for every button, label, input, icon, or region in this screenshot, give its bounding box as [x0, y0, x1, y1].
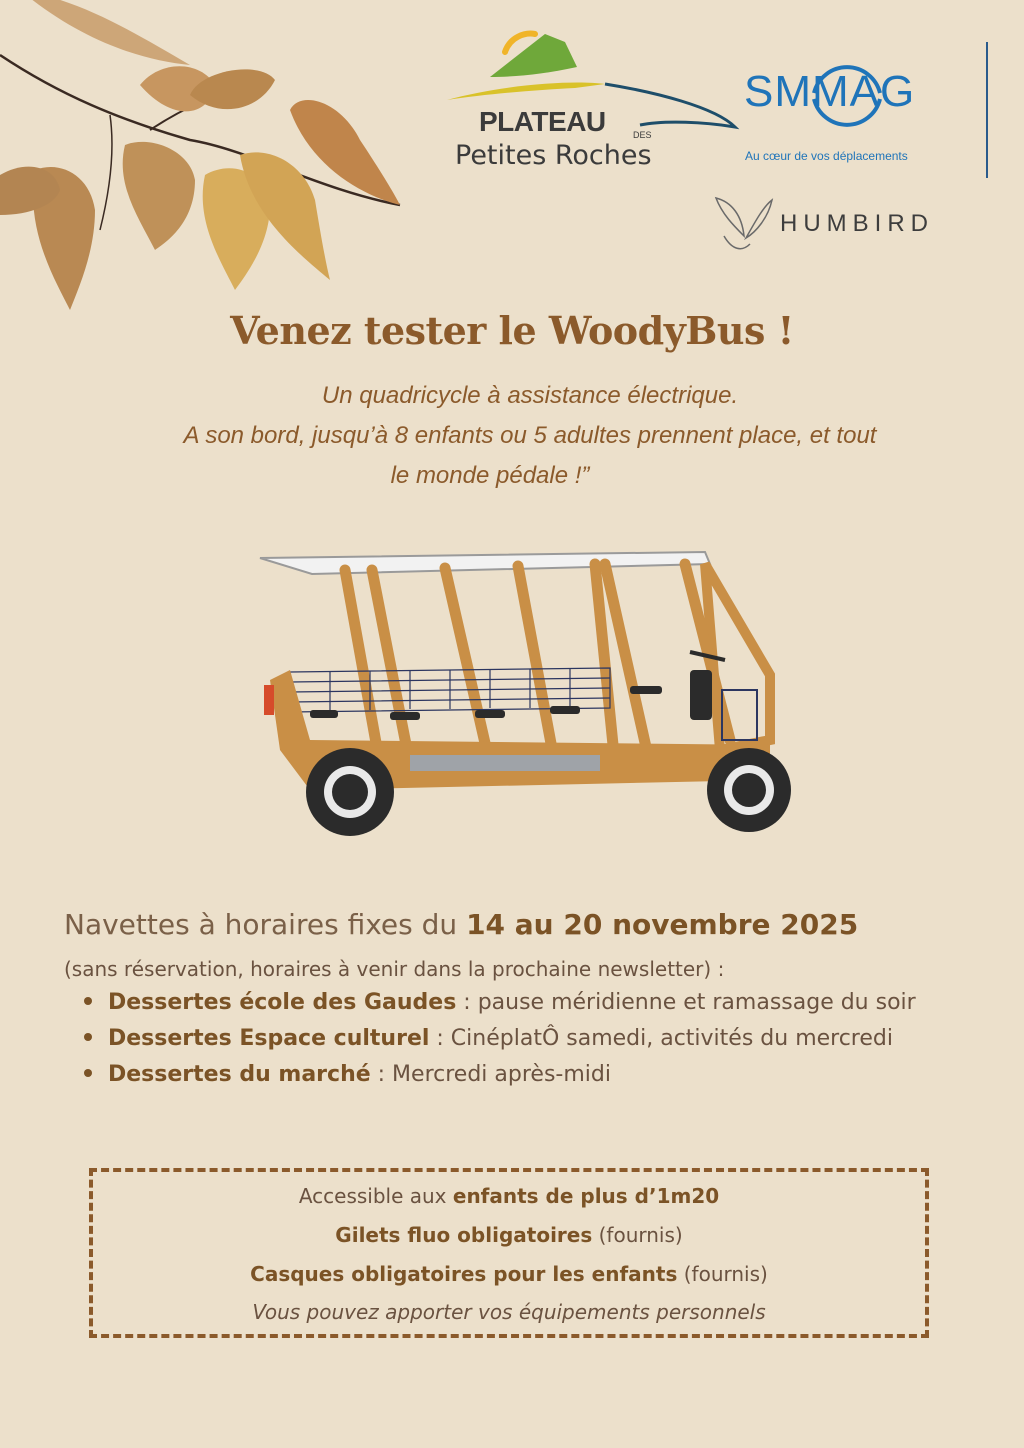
schedule-item-label: Dessertes école des Gaudes [108, 990, 457, 1015]
info-line-3 [89, 1262, 929, 1286]
bullet-icon [84, 997, 92, 1005]
info-line-2-bold: Gilets fluo obligatoires [335, 1223, 593, 1247]
plateau-logo-line1: PLATEAU [479, 106, 606, 137]
schedule-item-detail: : Mercredi après-midi [370, 1062, 611, 1087]
page-title: Venez tester le WoodyBus ! [230, 308, 794, 353]
plateau-logo-des: DES [633, 130, 652, 140]
info-line-3-bold: Casques obligatoires pour les enfants [250, 1262, 678, 1286]
plateau-petites-roches-logo [445, 22, 745, 182]
subtitle-line-1: Un quadricycle à assistance électrique. [321, 382, 739, 409]
subtitle-line-2: A son bord, jusqu’à 8 enfants ou 5 adultes prennent place, et tout [183, 422, 877, 449]
schedule-heading-prefix: Navettes à horaires fixes du [64, 908, 467, 941]
info-line-1 [89, 1184, 929, 1208]
smmag-logo-tagline: Au cœur de vos déplacements [745, 149, 908, 163]
woodybus-image [250, 540, 800, 840]
bullet-icon [84, 1033, 92, 1041]
smmag-logo [742, 55, 952, 175]
schedule-heading [64, 908, 858, 941]
schedule-item [84, 990, 916, 1015]
logo-divider [986, 42, 988, 178]
schedule-dates: 14 au 20 novembre 2025 [466, 908, 859, 941]
autumn-leaves-decoration [0, 0, 410, 320]
bullet-icon [84, 1069, 92, 1077]
leaf-icon [0, 0, 400, 310]
info-line-4: Vous pouvez apporter vos équipements personnels [252, 1300, 766, 1324]
schedule-note: (sans réservation, horaires à venir dans la prochaine newsletter) : [64, 957, 725, 981]
info-line-2 [89, 1223, 929, 1247]
humbird-logo-word: HUMBIRD [780, 210, 934, 237]
info-line-3-suffix: (fournis) [677, 1262, 768, 1286]
plateau-logo-line2: Petites Roches [455, 140, 652, 171]
schedule-item-detail: : pause méridienne et ramassage du soir [456, 990, 916, 1015]
info-line-1-prefix: Accessible aux [298, 1184, 453, 1208]
smmag-logo-word: SMMAG [744, 67, 916, 116]
bird-icon [712, 192, 782, 256]
schedule-item [84, 1062, 611, 1087]
schedule-item-label: Dessertes Espace culturel [108, 1026, 430, 1051]
subtitle-line-3: le monde pédale !” [390, 462, 590, 489]
info-line-1-bold: enfants de plus d’1m20 [452, 1184, 720, 1208]
schedule-item [84, 1026, 893, 1051]
info-line-2-suffix: (fournis) [592, 1223, 683, 1247]
schedule-item-detail: : CinéplatÔ samedi, activités du mercredi [429, 1026, 893, 1051]
humbird-logo [712, 192, 1002, 256]
schedule-item-label: Dessertes du marché [108, 1062, 371, 1087]
